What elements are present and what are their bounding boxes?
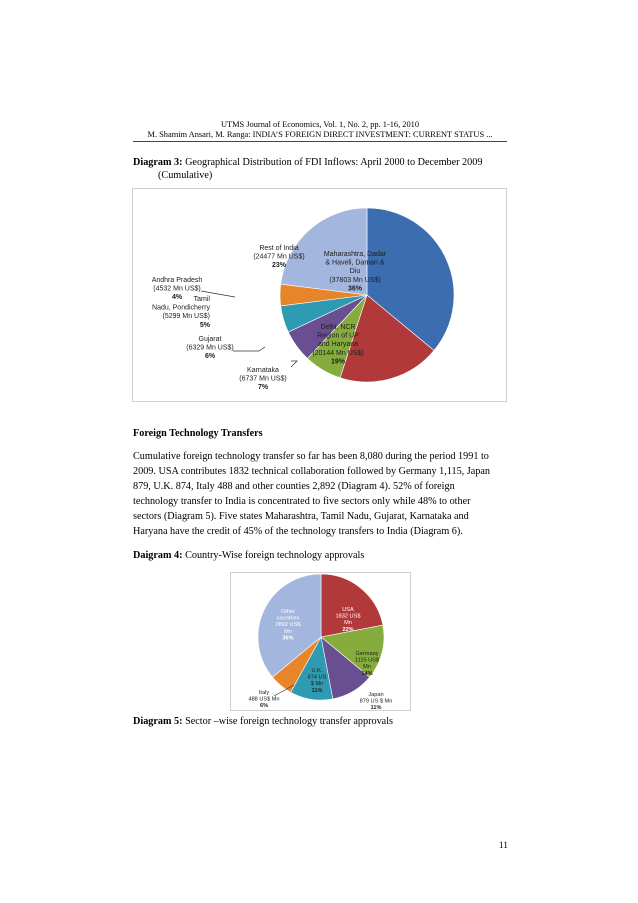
- svg-text:22%: 22%: [342, 626, 354, 633]
- pie-label-gujarat: [186, 336, 265, 360]
- paragraph-line: Cumulative foreign technology transfer so far has been 8,080 during the period 1991 to: [133, 451, 489, 462]
- svg-text:Nadu, Pondicherry: Nadu, Pondicherry: [152, 304, 210, 312]
- svg-text:U.K.: U.K.: [311, 668, 323, 674]
- svg-text:Region of UP: Region of UP: [317, 332, 359, 340]
- paragraph-line: technology transfer to India is concentrated to five sectors only while 48% to other: [133, 496, 471, 507]
- svg-text:36%: 36%: [347, 285, 363, 293]
- svg-text:4%: 4%: [171, 294, 183, 302]
- diagram3-caption-line2: (Cumulative): [158, 170, 213, 181]
- pie-label-karnataka: [239, 361, 297, 391]
- diagram3-pie-chart: [133, 189, 506, 401]
- page-number: 11: [498, 841, 508, 851]
- svg-text:879 US $ Mn: 879 US $ Mn: [359, 698, 393, 705]
- diagram4-caption: [133, 549, 364, 562]
- paragraph-line: sectors (Diagram 5). Five states Maharashtra, Tamil Nadu, Gujarat, Karnataka and: [133, 511, 469, 522]
- svg-text:Mn: Mn: [363, 664, 371, 671]
- svg-text:11%: 11%: [370, 705, 382, 710]
- article-header: M. Shamim Ansari, M. Ranga: INDIA’S FOREIGN DIRECT INVESTMENT: CURRENT STATUS ...: [147, 130, 493, 139]
- svg-text:1832 US$: 1832 US$: [335, 613, 361, 620]
- svg-text:11%: 11%: [311, 687, 323, 694]
- svg-text:36%: 36%: [282, 635, 294, 642]
- svg-text:Karnataka: Karnataka: [247, 367, 279, 374]
- section-paragraph: [133, 449, 507, 539]
- paragraph-line: 879, U.K. 874, Italy 488 and other counties 2,892 (Diagram 4). 52% of foreign: [133, 481, 455, 492]
- diagram4-pie-chart: [231, 573, 410, 710]
- paragraph-line: 2009. USA contributes 1832 technical collaboration followed by Germany 1,115, Japan: [133, 466, 490, 477]
- paragraph-line: Haryana have the credit of 45% of the technology transfers to India (Diagram 6).: [133, 526, 463, 537]
- svg-text:Germany: Germany: [355, 651, 379, 657]
- svg-text:(6329 Mn US$): (6329 Mn US$): [186, 344, 234, 352]
- svg-text:Andhra Pradesh: Andhra Pradesh: [151, 277, 203, 284]
- journal-header: UTMS Journal of Economics, Vol. 1, No. 2, pp. 1-16, 2010: [220, 120, 420, 129]
- svg-text:Mn: Mn: [344, 620, 352, 627]
- diagram3-caption: [133, 156, 482, 169]
- header-rule: [133, 141, 507, 142]
- svg-text:& Haveli, Daman &: & Haveli, Daman &: [325, 259, 385, 267]
- svg-text:USA: USA: [342, 607, 354, 613]
- svg-text:6%: 6%: [259, 703, 269, 710]
- svg-text:1115 US$: 1115 US$: [354, 657, 380, 664]
- diagram4-chart-frame: [230, 572, 411, 711]
- pie-label-japan: [360, 692, 393, 710]
- svg-text:6%: 6%: [204, 353, 216, 361]
- diagram5-caption: [133, 715, 393, 728]
- svg-text:and Haryana: and Haryana: [317, 341, 359, 349]
- svg-text:2892 US$: 2892 US$: [275, 622, 301, 629]
- svg-text:(6737 Mn US$): (6737 Mn US$): [239, 375, 287, 383]
- diagram5-label: Diagram 5:: [133, 716, 183, 727]
- svg-text:countries: countries: [276, 615, 300, 622]
- diagram4-caption-text: Country-Wise foreign technology approvals: [185, 550, 365, 561]
- diagram3-label: Diagram 3:: [133, 157, 183, 168]
- svg-text:23%: 23%: [271, 262, 287, 270]
- svg-text:Maharashtra, Dadar: Maharashtra, Dadar: [323, 251, 387, 258]
- diagram3-caption-line1: Geographical Distribution of FDI Inflows: April 2000 to December 2009: [185, 157, 483, 168]
- svg-text:Mn: Mn: [284, 628, 292, 635]
- svg-text:Italy: Italy: [258, 690, 270, 696]
- diagram4-label: Daigram 4:: [133, 550, 183, 561]
- svg-text:7%: 7%: [257, 384, 269, 392]
- svg-text:(24477 Mn US$): (24477 Mn US$): [253, 253, 305, 261]
- svg-text:Diu: Diu: [349, 268, 361, 276]
- svg-text:19%: 19%: [330, 358, 346, 366]
- svg-text:Japan: Japan: [368, 692, 384, 698]
- svg-text:874 US: 874 US: [307, 674, 327, 681]
- svg-text:Gujarat: Gujarat: [198, 336, 222, 343]
- svg-text:14%: 14%: [361, 670, 373, 677]
- svg-text:$ Mn: $ Mn: [310, 681, 324, 688]
- diagram5-caption-text: Sector –wise foreign technology transfer approvals: [185, 716, 393, 727]
- svg-text:Rest of India: Rest of India: [259, 245, 299, 252]
- section-heading: Foreign Technology Transfers: [133, 428, 263, 439]
- svg-text:(4532 Mn US$): (4532 Mn US$): [153, 285, 201, 293]
- svg-text:488 US$ Mn: 488 US$ Mn: [248, 696, 280, 703]
- svg-text:Tamil: Tamil: [193, 296, 210, 303]
- svg-text:(37803 Mn US$): (37803 Mn US$): [329, 276, 381, 284]
- svg-text:Delhi, NCR: Delhi, NCR: [320, 324, 356, 331]
- pie-label-italy: [248, 685, 294, 709]
- svg-text:(5299 Mn US$): (5299 Mn US$): [162, 313, 210, 321]
- svg-text:Other: Other: [281, 609, 295, 615]
- svg-text:(20144 Mn US$): (20144 Mn US$): [312, 349, 364, 357]
- svg-text:5%: 5%: [199, 321, 210, 329]
- diagram3-chart-frame: [132, 188, 507, 402]
